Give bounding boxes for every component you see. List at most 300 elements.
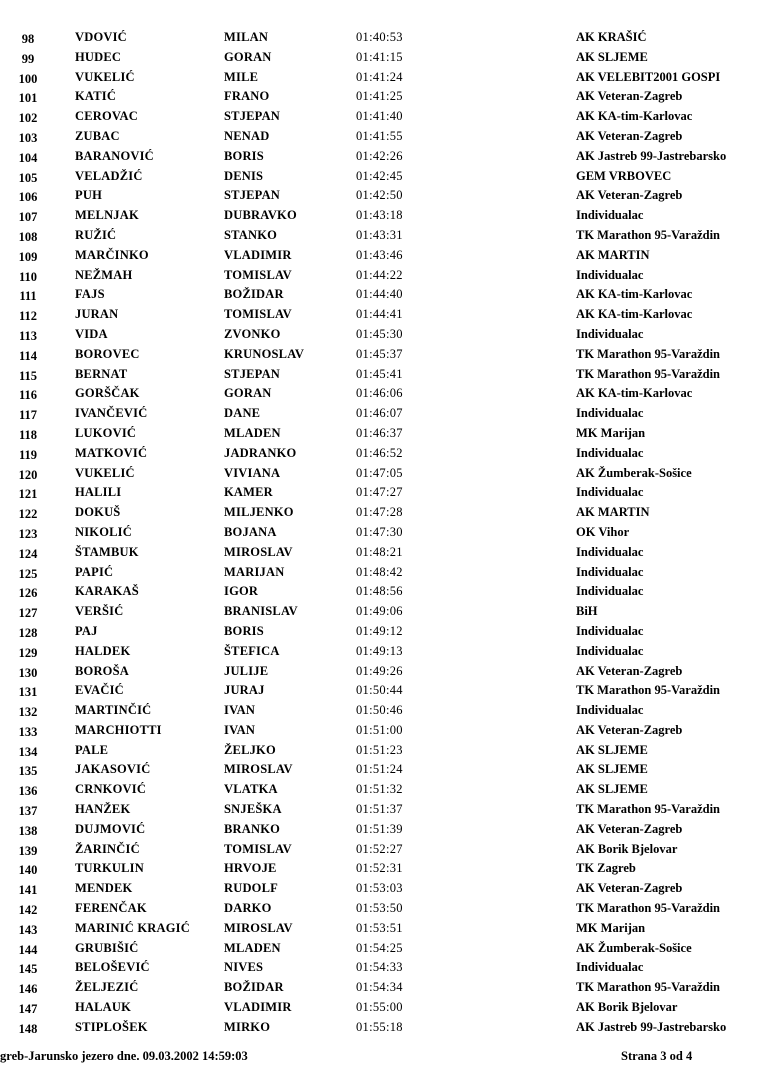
last-name-cell: PAPIĆ xyxy=(75,564,114,579)
rank-cell: 98 xyxy=(21,32,35,46)
club-cell: AK VELEBIT2001 GOSPI xyxy=(576,69,721,84)
rank-cell: 144 xyxy=(18,942,38,957)
finish-time-cell: 01:51:39 xyxy=(356,821,403,836)
finish-time-cell: 01:50:44 xyxy=(356,683,403,698)
rank-cell: 133 xyxy=(18,724,38,739)
club-cell: AK MARTIN xyxy=(576,247,650,262)
finish-time-cell: 01:54:25 xyxy=(356,940,403,955)
result-row xyxy=(0,48,757,68)
last-name-cell: ŽARINČIĆ xyxy=(75,841,140,856)
last-name-cell: PALE xyxy=(75,742,109,757)
club-cell: TK Marathon 95-Varaždin xyxy=(576,227,720,242)
rank-cell: 102 xyxy=(18,111,38,126)
first-name-cell: MIROSLAV xyxy=(224,762,293,777)
rank-cell: 135 xyxy=(18,764,38,779)
club-cell: AK Žumberak-Sošice xyxy=(576,465,692,480)
first-name-cell: BOJANA xyxy=(224,524,277,539)
result-row xyxy=(0,246,757,266)
finish-time-cell: 01:53:51 xyxy=(356,920,403,935)
club-cell: AK Veteran-Zagreb xyxy=(576,722,683,737)
first-name-cell: BORIS xyxy=(224,623,264,638)
last-name-cell: DOKUŠ xyxy=(75,505,121,520)
finish-time-cell: 01:49:26 xyxy=(356,663,403,678)
club-cell: TK Marathon 95-Varaždin xyxy=(576,366,720,381)
rank-cell: 105 xyxy=(18,170,38,185)
result-row xyxy=(0,859,757,879)
last-name-cell: MARCHIOTTI xyxy=(75,722,162,737)
club-cell: MK Marijan xyxy=(576,425,646,440)
last-name-cell: EVAČIĆ xyxy=(75,683,124,698)
result-row xyxy=(0,186,757,206)
result-row xyxy=(0,206,757,226)
result-row xyxy=(0,939,757,959)
first-name-cell: GORAN xyxy=(224,386,272,401)
finish-time-cell: 01:45:37 xyxy=(356,346,403,361)
last-name-cell: HANŽEK xyxy=(75,802,131,817)
last-name-cell: GRUBIŠIĆ xyxy=(75,940,139,955)
rank-cell: 141 xyxy=(18,883,38,898)
finish-time-cell: 01:49:12 xyxy=(356,623,403,638)
finish-time-cell: 01:52:31 xyxy=(356,861,403,876)
finish-time-cell: 01:51:37 xyxy=(356,802,403,817)
result-row xyxy=(0,404,757,424)
rank-cell: 131 xyxy=(18,685,38,700)
finish-time-cell: 01:54:33 xyxy=(356,960,403,975)
first-name-cell: MLADEN xyxy=(224,940,281,955)
page-footer xyxy=(0,1049,757,1065)
last-name-cell: BERNAT xyxy=(75,366,128,381)
finish-time-cell: 01:46:06 xyxy=(356,386,403,401)
last-name-cell: ŠTAMBUK xyxy=(75,544,139,559)
first-name-cell: BOŽIDAR xyxy=(224,980,284,995)
club-cell: AK Veteran-Zagreb xyxy=(576,821,683,836)
rank-cell: 136 xyxy=(18,784,38,799)
rank-cell: 113 xyxy=(18,328,38,343)
result-row xyxy=(0,483,757,503)
finish-time-cell: 01:42:26 xyxy=(356,148,403,163)
club-cell: Individualac xyxy=(576,445,644,460)
result-row xyxy=(0,226,757,246)
finish-time-cell: 01:42:45 xyxy=(356,168,403,183)
last-name-cell: HALILI xyxy=(75,485,122,500)
rank-cell: 101 xyxy=(18,91,38,106)
club-cell: AK SLJEME xyxy=(576,742,648,757)
club-cell: Individualac xyxy=(576,544,644,559)
finish-time-cell: 01:47:05 xyxy=(356,465,403,480)
last-name-cell: VUKELIĆ xyxy=(75,69,135,84)
results-table xyxy=(0,28,757,1038)
rank-cell: 114 xyxy=(18,348,38,363)
finish-time-cell: 01:52:27 xyxy=(356,841,403,856)
last-name-cell: MENDEK xyxy=(75,881,133,896)
last-name-cell: FAJS xyxy=(75,287,105,302)
rank-cell: 108 xyxy=(18,229,38,244)
result-row xyxy=(0,147,757,167)
first-name-cell: MIROSLAV xyxy=(224,920,293,935)
result-row xyxy=(0,325,757,345)
first-name-cell: ŽELJKO xyxy=(224,742,276,757)
finish-time-cell: 01:47:27 xyxy=(356,485,403,500)
finish-time-cell: 01:49:06 xyxy=(356,604,403,619)
result-row xyxy=(0,622,757,642)
club-cell: Individualac xyxy=(576,564,644,579)
finish-time-cell: 01:43:18 xyxy=(356,208,403,223)
last-name-cell: HALAUK xyxy=(75,1000,132,1015)
last-name-cell: HUDEC xyxy=(75,49,122,64)
rank-cell: 137 xyxy=(18,804,38,819)
rank-cell: 129 xyxy=(18,645,38,660)
last-name-cell: CEROVAC xyxy=(75,109,138,124)
rank-cell: 118 xyxy=(18,427,38,442)
first-name-cell: STANKO xyxy=(224,227,278,242)
finish-time-cell: 01:44:40 xyxy=(356,287,403,302)
last-name-cell: VELADŽIĆ xyxy=(75,168,143,183)
club-cell: AK Veteran-Zagreb xyxy=(576,128,683,143)
last-name-cell: MARTINČIĆ xyxy=(75,703,152,718)
rank-cell: 128 xyxy=(18,625,38,640)
club-cell: AK MARTIN xyxy=(576,505,650,520)
first-name-cell: BRANISLAV xyxy=(224,604,298,619)
rank-cell: 116 xyxy=(18,388,38,403)
first-name-cell: MILE xyxy=(224,69,259,84)
first-name-cell: DARKO xyxy=(224,901,272,916)
first-name-cell: ŠTEFICA xyxy=(224,643,280,658)
club-cell: TK Marathon 95-Varaždin xyxy=(576,980,720,995)
result-row xyxy=(0,563,757,583)
last-name-cell: STIPLOŠEK xyxy=(75,1019,148,1034)
rank-cell: 132 xyxy=(18,705,38,720)
club-cell: OK Vihor xyxy=(576,524,630,539)
last-name-cell: VERŠIĆ xyxy=(75,604,124,619)
result-row xyxy=(0,285,757,305)
rank-cell: 103 xyxy=(18,130,38,145)
rank-cell: 115 xyxy=(18,368,38,383)
club-cell: AK SLJEME xyxy=(576,49,648,64)
club-cell: Individualac xyxy=(576,406,644,421)
result-row xyxy=(0,543,757,563)
last-name-cell: HALDEK xyxy=(75,643,131,658)
finish-time-cell: 01:42:50 xyxy=(356,188,403,203)
last-name-cell: IVANČEVIĆ xyxy=(75,406,148,421)
first-name-cell: STJEPAN xyxy=(224,188,281,203)
club-cell: AK Jastreb 99-Jastrebarsko xyxy=(576,148,727,163)
result-row xyxy=(0,68,757,88)
result-row xyxy=(0,998,757,1018)
result-row xyxy=(0,642,757,662)
result-row xyxy=(0,305,757,325)
finish-time-cell: 01:53:50 xyxy=(356,901,403,916)
first-name-cell: TOMISLAV xyxy=(224,307,292,322)
first-name-cell: JULIJE xyxy=(224,663,269,678)
last-name-cell: KARAKAŠ xyxy=(75,584,139,599)
result-row xyxy=(0,662,757,682)
first-name-cell: MIROSLAV xyxy=(224,544,293,559)
finish-time-cell: 01:55:18 xyxy=(356,1019,403,1034)
first-name-cell: MILJENKO xyxy=(224,505,294,520)
rank-cell: 104 xyxy=(18,150,38,165)
first-name-cell: MILAN xyxy=(224,30,269,44)
rank-cell: 139 xyxy=(18,843,38,858)
first-name-cell: STJEPAN xyxy=(224,109,281,124)
rank-cell: 125 xyxy=(18,566,38,581)
result-row xyxy=(0,365,757,385)
club-cell: Individualac xyxy=(576,584,644,599)
rank-cell: 99 xyxy=(21,51,35,66)
rank-cell: 146 xyxy=(18,982,38,997)
club-cell: TK Marathon 95-Varaždin xyxy=(576,901,720,916)
result-row xyxy=(0,681,757,701)
first-name-cell: TOMISLAV xyxy=(224,841,292,856)
last-name-cell: NEŽMAH xyxy=(75,267,133,282)
rank-cell: 107 xyxy=(18,210,38,225)
result-row xyxy=(0,899,757,919)
finish-time-cell: 01:46:37 xyxy=(356,425,403,440)
first-name-cell: BRANKO xyxy=(224,821,281,836)
first-name-cell: RUDOLF xyxy=(224,881,278,896)
result-row xyxy=(0,760,757,780)
first-name-cell: MIRKO xyxy=(224,1019,271,1034)
rank-cell: 130 xyxy=(18,665,38,680)
first-name-cell: JADRANKO xyxy=(224,445,297,460)
result-row xyxy=(0,444,757,464)
first-name-cell: DENIS xyxy=(224,168,264,183)
rank-cell: 106 xyxy=(18,190,38,205)
result-row xyxy=(0,28,757,48)
first-name-cell: DUBRAVKO xyxy=(224,208,297,223)
rank-cell: 145 xyxy=(18,962,38,977)
result-row xyxy=(0,780,757,800)
rank-cell: 110 xyxy=(18,269,38,284)
first-name-cell: GORAN xyxy=(224,49,272,64)
result-row xyxy=(0,602,757,622)
result-row xyxy=(0,464,757,484)
first-name-cell: IGOR xyxy=(224,584,259,599)
club-cell: TK Zagreb xyxy=(576,861,636,876)
rank-cell: 121 xyxy=(18,487,38,502)
rank-cell: 120 xyxy=(18,467,38,482)
rank-cell: 148 xyxy=(18,1021,38,1036)
first-name-cell: NENAD xyxy=(224,128,270,143)
rank-cell: 138 xyxy=(18,823,38,838)
rank-cell: 147 xyxy=(18,1002,38,1017)
first-name-cell: JURAJ xyxy=(224,683,265,698)
last-name-cell: VIDA xyxy=(75,326,108,341)
first-name-cell: IVAN xyxy=(224,722,256,737)
first-name-cell: STJEPAN xyxy=(224,366,281,381)
finish-time-cell: 01:47:28 xyxy=(356,505,403,520)
result-row xyxy=(0,582,757,602)
last-name-cell: PAJ xyxy=(75,623,98,638)
finish-time-cell: 01:48:21 xyxy=(356,544,403,559)
club-cell: AK KA-tim-Karlovac xyxy=(576,109,693,124)
result-row xyxy=(0,345,757,365)
last-name-cell: ZUBAC xyxy=(75,128,120,143)
last-name-cell: VUKELIĆ xyxy=(75,465,135,480)
result-row xyxy=(0,384,757,404)
last-name-cell: MARINIĆ KRAGIĆ xyxy=(75,920,190,935)
result-row xyxy=(0,978,757,998)
club-cell: MK Marijan xyxy=(576,920,646,935)
club-cell: AK KRAŠIĆ xyxy=(576,30,647,44)
first-name-cell: FRANO xyxy=(224,89,270,104)
finish-time-cell: 01:55:00 xyxy=(356,1000,403,1015)
first-name-cell: ZVONKO xyxy=(224,326,281,341)
club-cell: Individualac xyxy=(576,643,644,658)
first-name-cell: VIVIANA xyxy=(224,465,281,480)
finish-time-cell: 01:51:24 xyxy=(356,762,403,777)
rank-cell: 109 xyxy=(18,249,38,264)
first-name-cell: KAMER xyxy=(224,485,273,500)
last-name-cell: GORŠČAK xyxy=(75,386,140,401)
first-name-cell: VLADIMIR xyxy=(224,247,292,262)
club-cell: AK Veteran-Zagreb xyxy=(576,188,683,203)
finish-time-cell: 01:45:41 xyxy=(356,366,403,381)
club-cell: AK KA-tim-Karlovac xyxy=(576,386,693,401)
result-row xyxy=(0,1018,757,1038)
first-name-cell: KRUNOSLAV xyxy=(224,346,305,361)
club-cell: Individualac xyxy=(576,623,644,638)
first-name-cell: IVAN xyxy=(224,703,256,718)
first-name-cell: VLADIMIR xyxy=(224,1000,292,1015)
club-cell: TK Marathon 95-Varaždin xyxy=(576,346,720,361)
last-name-cell: FERENČAK xyxy=(75,901,147,916)
finish-time-cell: 01:46:07 xyxy=(356,406,403,421)
rank-cell: 119 xyxy=(18,447,38,462)
club-cell: AK KA-tim-Karlovac xyxy=(576,287,693,302)
rank-cell: 123 xyxy=(18,526,38,541)
last-name-cell: LUKOVIĆ xyxy=(75,425,137,440)
finish-time-cell: 01:51:23 xyxy=(356,742,403,757)
first-name-cell: HRVOJE xyxy=(224,861,277,876)
club-cell: GEM VRBOVEC xyxy=(576,168,672,183)
first-name-cell: MLADEN xyxy=(224,425,281,440)
club-cell: AK Jastreb 99-Jastrebarsko xyxy=(576,1019,727,1034)
rank-cell: 124 xyxy=(18,546,38,561)
finish-time-cell: 01:41:15 xyxy=(356,49,403,64)
rank-cell: 122 xyxy=(18,507,38,522)
last-name-cell: TURKULIN xyxy=(75,861,144,876)
finish-time-cell: 01:50:46 xyxy=(356,703,403,718)
first-name-cell: NIVES xyxy=(224,960,264,975)
finish-time-cell: 01:44:41 xyxy=(356,307,403,322)
last-name-cell: BARANOVIĆ xyxy=(75,148,154,163)
result-row xyxy=(0,167,757,187)
last-name-cell: ŽELJEZIĆ xyxy=(75,980,139,995)
rank-cell: 100 xyxy=(18,71,38,86)
finish-time-cell: 01:54:34 xyxy=(356,980,403,995)
finish-time-cell: 01:53:03 xyxy=(356,881,403,896)
first-name-cell: SNJEŠKA xyxy=(224,802,282,817)
result-row xyxy=(0,107,757,127)
result-row xyxy=(0,87,757,107)
club-cell: Individualac xyxy=(576,208,644,223)
result-row xyxy=(0,958,757,978)
finish-time-cell: 01:43:46 xyxy=(356,247,403,262)
last-name-cell: PUH xyxy=(75,188,102,203)
club-cell: AK Veteran-Zagreb xyxy=(576,89,683,104)
first-name-cell: BORIS xyxy=(224,148,264,163)
club-cell: Individualac xyxy=(576,267,644,282)
result-row xyxy=(0,820,757,840)
last-name-cell: BELOŠEVIĆ xyxy=(75,960,150,975)
club-cell: AK Žumberak-Sošice xyxy=(576,940,692,955)
first-name-cell: MARIJAN xyxy=(224,564,285,579)
first-name-cell: BOŽIDAR xyxy=(224,287,284,302)
rank-cell: 127 xyxy=(18,606,38,621)
result-row xyxy=(0,701,757,721)
last-name-cell: JAKASOVIĆ xyxy=(75,762,151,777)
footer-event-info: greb-Jarunsko jezero dne. 09.03.2002 14:59:03 xyxy=(0,1049,248,1063)
club-cell: AK Borik Bjelovar xyxy=(576,1000,678,1015)
footer-page-number: Strana 3 od 4 xyxy=(621,1049,693,1063)
first-name-cell: DANE xyxy=(224,406,261,421)
result-row xyxy=(0,919,757,939)
first-name-cell: VLATKA xyxy=(224,782,278,797)
last-name-cell: NIKOLIĆ xyxy=(75,524,132,539)
finish-time-cell: 01:48:56 xyxy=(356,584,403,599)
last-name-cell: MATKOVIĆ xyxy=(75,445,148,460)
last-name-cell: MELNJAK xyxy=(75,208,139,223)
result-row xyxy=(0,266,757,286)
rank-cell: 143 xyxy=(18,922,38,937)
finish-time-cell: 01:41:24 xyxy=(356,69,403,84)
last-name-cell: MARČINKO xyxy=(75,247,149,262)
result-row xyxy=(0,523,757,543)
finish-time-cell: 01:51:32 xyxy=(356,782,403,797)
club-cell: Individualac xyxy=(576,703,644,718)
club-cell: Individualac xyxy=(576,960,644,975)
club-cell: AK Veteran-Zagreb xyxy=(576,881,683,896)
rank-cell: 134 xyxy=(18,744,38,759)
club-cell: AK Borik Bjelovar xyxy=(576,841,678,856)
last-name-cell: CRNKOVIĆ xyxy=(75,782,147,797)
club-cell: Individualac xyxy=(576,485,644,500)
last-name-cell: VDOVIĆ xyxy=(75,30,127,44)
rank-cell: 111 xyxy=(19,289,37,304)
club-cell: BiH xyxy=(576,604,598,619)
result-row xyxy=(0,503,757,523)
last-name-cell: JURAN xyxy=(75,307,119,322)
club-cell: AK SLJEME xyxy=(576,762,648,777)
club-cell: TK Marathon 95-Varaždin xyxy=(576,683,720,698)
result-row xyxy=(0,127,757,147)
club-cell: AK KA-tim-Karlovac xyxy=(576,307,693,322)
finish-time-cell: 01:40:53 xyxy=(356,30,403,44)
finish-time-cell: 01:43:31 xyxy=(356,227,403,242)
finish-time-cell: 01:44:22 xyxy=(356,267,403,282)
finish-time-cell: 01:46:52 xyxy=(356,445,403,460)
club-cell: AK SLJEME xyxy=(576,782,648,797)
last-name-cell: BOROVEC xyxy=(75,346,140,361)
result-row xyxy=(0,800,757,820)
finish-time-cell: 01:41:40 xyxy=(356,109,403,124)
result-row xyxy=(0,879,757,899)
club-cell: AK Veteran-Zagreb xyxy=(576,663,683,678)
finish-time-cell: 01:49:13 xyxy=(356,643,403,658)
result-row xyxy=(0,424,757,444)
rank-cell: 112 xyxy=(18,309,38,324)
first-name-cell: TOMISLAV xyxy=(224,267,292,282)
finish-time-cell: 01:41:25 xyxy=(356,89,403,104)
last-name-cell: BOROŠA xyxy=(75,663,129,678)
club-cell: TK Marathon 95-Varaždin xyxy=(576,802,720,817)
last-name-cell: KATIĆ xyxy=(75,89,117,104)
club-cell: Individualac xyxy=(576,326,644,341)
finish-time-cell: 01:51:00 xyxy=(356,722,403,737)
rank-cell: 117 xyxy=(18,408,38,423)
last-name-cell: RUŽIĆ xyxy=(75,227,117,242)
finish-time-cell: 01:45:30 xyxy=(356,326,403,341)
